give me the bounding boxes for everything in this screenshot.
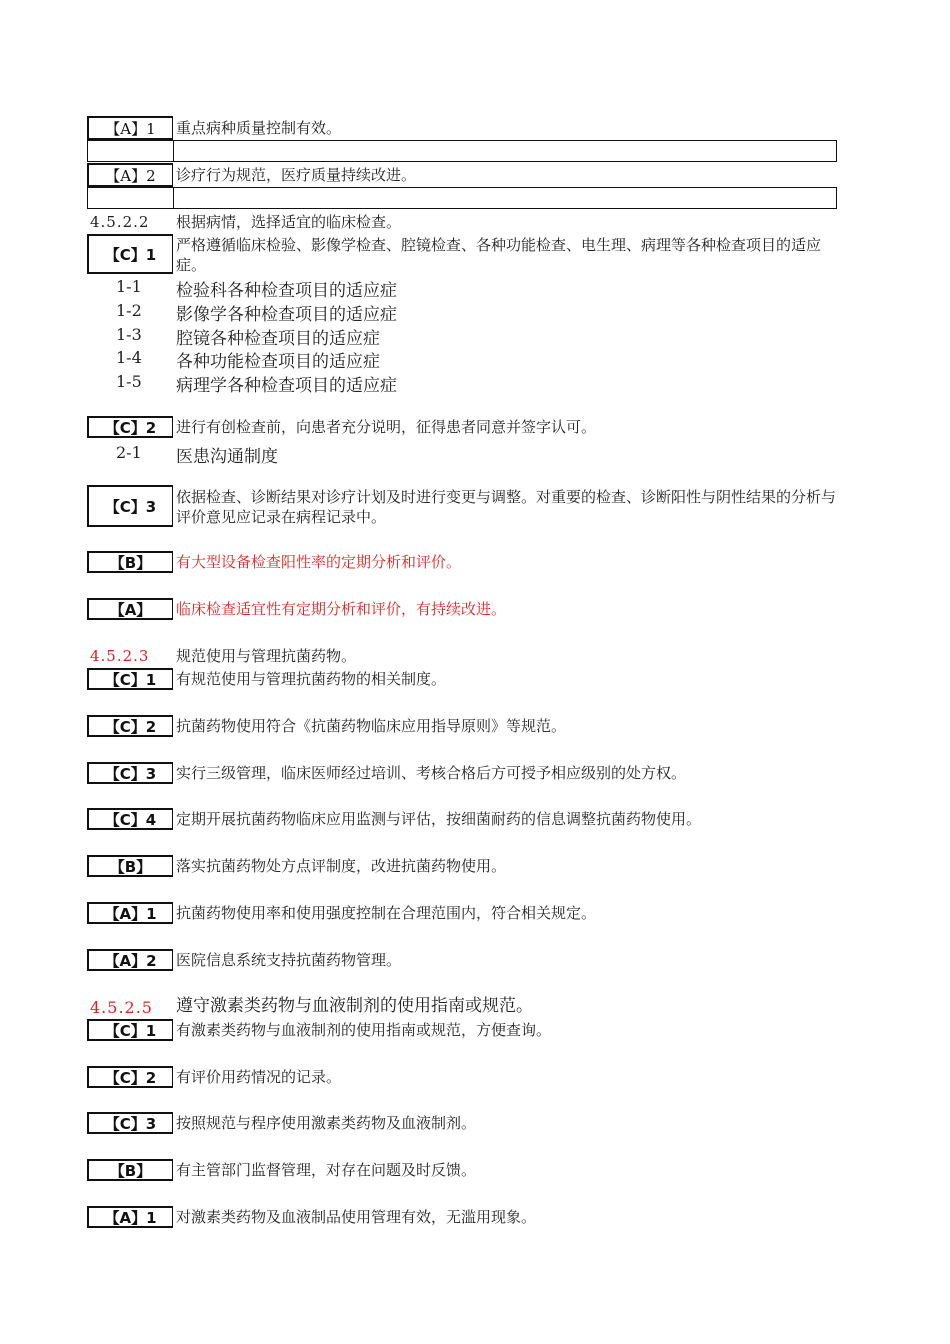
label-item-4523: 【C】2 [87,715,173,737]
text-c1-4522: 严格遵循临床检验、影像学检查、腔镜检查、各种功能检查、电生理、病理等各种检查项目的适应症。 [176,236,822,274]
text-item-4525: 有主管部门监督管理，对存在问题及时反馈。 [176,1161,477,1179]
section-number-4522: 4.5.2.2 [90,213,150,231]
text-a-4522: 临床检查适宜性有定期分析和评价，有持续改进。 [176,600,507,618]
text-a1-top: 重点病种质量控制有效。 [176,119,342,137]
empty-row-1 [87,140,837,162]
label-a-4522: 【A】 [87,598,173,620]
label-item-4523: 【A】1 [87,902,173,924]
sub-number: 1-5 [116,372,142,391]
sub-number: 1-3 [116,325,142,344]
label-b-4522: 【B】 [87,551,173,573]
text-b-4522: 有大型设备检查阳性率的定期分析和评价。 [176,553,462,571]
section-title-4523: 规范使用与管理抗菌药物。 [176,647,357,665]
section-number-4523: 4.5.2.3 [90,647,150,665]
text-item-4525: 对激素类药物及血液制品使用管理有效，无滥用现象。 [176,1208,537,1226]
label-item-4523: 【C】1 [87,668,173,690]
label-item-4525: 【C】1 [87,1019,173,1041]
label-a1-top: 【A】1 [87,116,173,140]
sub-number: 1-2 [116,301,142,320]
sub-number: 1-1 [116,277,142,296]
text-item-4523: 落实抗菌药物处方点评制度，改进抗菌药物使用。 [176,857,507,875]
label-c1-4522: 【C】1 [87,234,173,274]
label-a2-top: 【A】2 [87,163,173,187]
text-item-4525: 按照规范与程序使用激素类药物及血液制剂。 [176,1114,477,1132]
sub-text: 影像学各种检查项目的适应症 [176,305,397,325]
section-title-4522: 根据病情，选择适宜的临床检查。 [176,213,402,231]
sub-text-2-1: 医患沟通制度 [176,447,278,467]
label-item-4523: 【C】3 [87,762,173,784]
text-item-4525: 有激素类药物与血液制剂的使用指南或规范，方便查询。 [176,1021,552,1039]
label-item-4523: 【A】2 [87,949,173,971]
label-item-4523: 【B】 [87,855,173,877]
text-item-4523: 定期开展抗菌药物临床应用监测与评估，按细菌耐药的信息调整抗菌药物使用。 [176,810,702,828]
sub-number-2-1: 2-1 [116,443,142,462]
label-item-4525: 【C】2 [87,1066,173,1088]
section-number-4525: 4.5.2.5 [90,998,153,1017]
sub-text: 检验科各种检查项目的适应症 [176,281,397,301]
sub-text: 病理学各种检查项目的适应症 [176,376,397,396]
empty-row-2 [87,187,837,209]
label-item-4525: 【B】 [87,1159,173,1181]
text-item-4523: 抗菌药物使用符合《抗菌药物临床应用指导原则》等规范。 [176,717,567,735]
text-a2-top: 诊疗行为规范，医疗质量持续改进。 [176,166,417,184]
text-item-4523: 有规范使用与管理抗菌药物的相关制度。 [176,670,447,688]
label-item-4523: 【C】4 [87,808,173,830]
text-item-4523: 实行三级管理，临床医师经过培训、考核合格后方可授予相应级别的处方权。 [176,764,687,782]
sub-text: 各种功能检查项目的适应症 [176,352,380,372]
label-item-4525: 【C】3 [87,1112,173,1134]
sub-number: 1-4 [116,348,142,367]
text-c2-4522: 进行有创检查前，向患者充分说明，征得患者同意并签字认可。 [176,418,597,436]
text-item-4523: 抗菌药物使用率和使用强度控制在合理范围内，符合相关规定。 [176,904,597,922]
section-title-4525: 遵守激素类药物与血液制剂的使用指南或规范。 [176,996,533,1016]
label-c2-4522: 【C】2 [87,416,173,438]
text-c3-4522: 依据检查、诊断结果对诊疗计划及时进行变更与调整。对重要的检查、诊断阳性与阴性结果的分析与评价意见应记录在病程记录中。 [176,488,837,526]
label-item-4525: 【A】1 [87,1206,173,1228]
text-item-4525: 有评价用药情况的记录。 [176,1068,342,1086]
sub-text: 腔镜各种检查项目的适应症 [176,329,380,349]
label-c3-4522: 【C】3 [87,485,173,527]
text-item-4523: 医院信息系统支持抗菌药物管理。 [176,951,402,969]
